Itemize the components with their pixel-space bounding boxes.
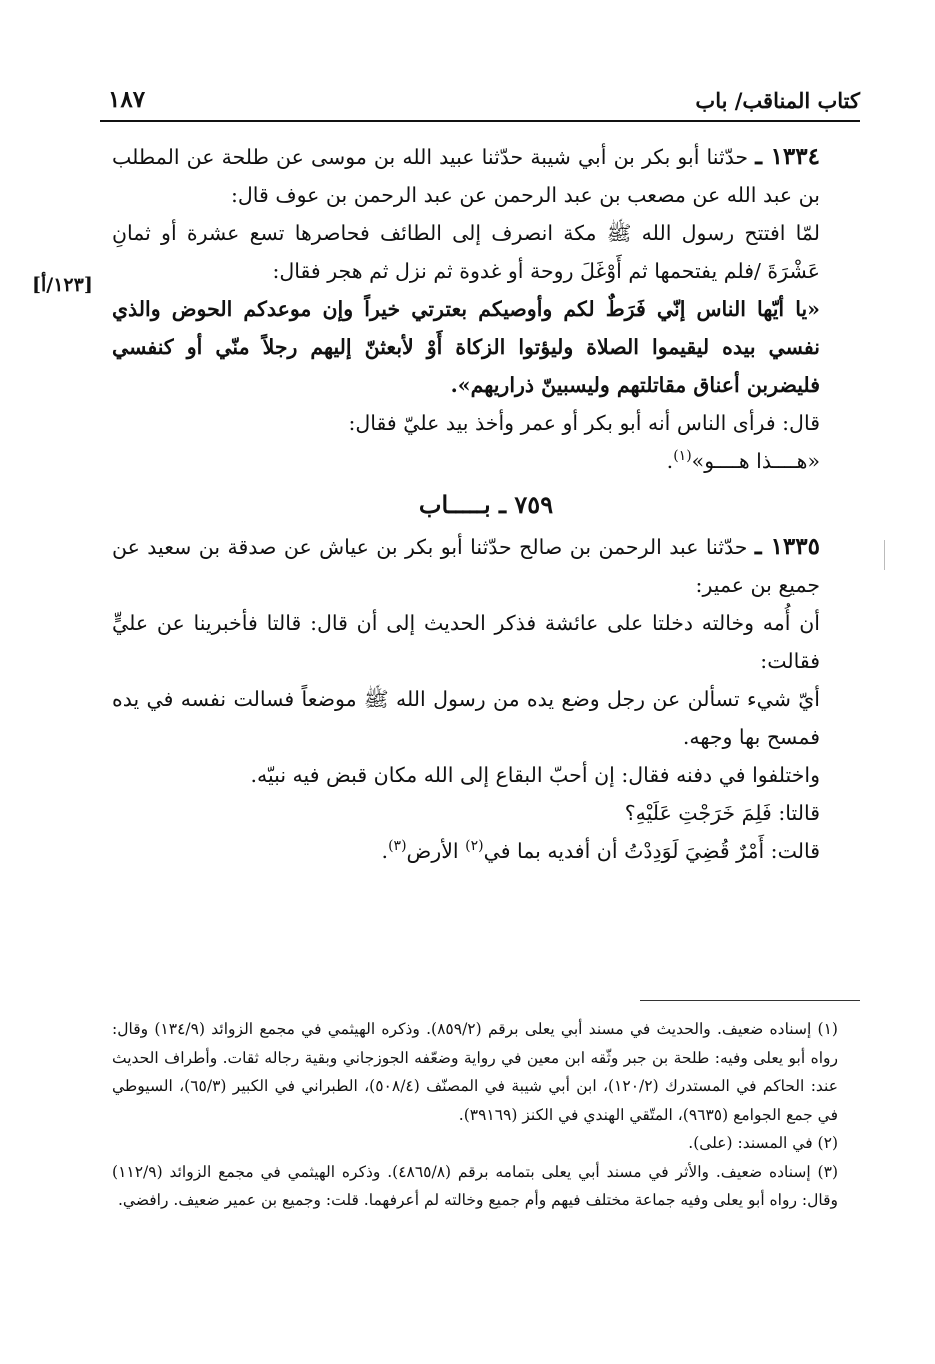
- footnote-ref: (١): [673, 448, 692, 465]
- hadith-1334-isnad: ١٣٣٤ ـ حدّثنا أبو بكر بن أبي شيبة حدّثنا عبيد الله بن موسى عن طلحة عن المطلب بن عبد الله عن مصعب بن عبد الرحمن عن عبد الرحمن بن عوف قال:: [112, 143, 820, 207]
- hadith-1335-text-4: قالتا: فَلِمَ خَرَجْتِ عَلَيْهِ؟: [624, 801, 820, 825]
- footnote-ref: (٣): [388, 838, 407, 855]
- hadith-1334-narration: قال: فرأى الناس أنه أبو بكر أو عمر وأخذ بيد عليّ فقال:: [348, 411, 820, 435]
- hadith-1334-quote: «يا أيّها الناس إنّي فَرَطٌ لكم وأوصيكم بعترتي خيراً وإن موعدكم الحوض والذي نفسي بيده ليقيموا الصلاة وليؤتوا الزكاة أَوْ لأبعثنّ إليهم رجلاً منّي أو كنفسي فليضربن أعناق مقاتلتهم وليسبينّ ذراريهم».: [112, 297, 820, 397]
- main-text: [112, 138, 860, 870]
- manuscript-folio-marker: [١٢٣/أ]: [32, 274, 93, 296]
- hadith-1335-isnad: ١٣٣٥ ـ حدّثنا عبد الرحمن بن صالح حدّثنا أبو بكر بن عياش عن صدقة بن سعيد عن جميع بن عمير:: [112, 533, 820, 597]
- hadith-number: ١٣٣٤ ـ: [755, 143, 820, 170]
- hadith-number: ١٣٣٥ ـ: [754, 533, 820, 560]
- margin-rule: [884, 540, 885, 570]
- footnote-1: (١) إسناده ضعيف. والحديث في مسند أبي يعلى برقم (٨٥٩/٢). وذكره الهيثمي في مجمع الزوائد (١٣٤/٩) وقال: رواه أبو يعلى وفيه: طلحة بن جبر وثّقه ابن معين في رواية وضعّفه الجوزجاني وبقية رجاله ثقات. وأطراف الحديث عند: الحاكم في المستدرك (١٢٠/٢)، ابن أبي شيبة في المصنّف (٥٠٨/٤)، الطبراني في الكبير (٦٥/٣)، السيوطي في جمع الجوامع (٩٦٣٥)، المتّقي الهندي في الكنز (٣٩١٦٩).: [112, 1020, 838, 1124]
- footnote-3: (٣) إسناده ضعيف. والأثر في مسند أبي يعلى بتمامه برقم (٤٨٦٥/٨). وذكره الهيثمي في مجمع الزوائد (١١٢/٩) وقال: رواه أبو يعلى وفيه جماعة مختلف فيهم وأم جميع وخالته لم أعرفهما. قلت: وجميع بن عمير ضعيف. رافضي.: [112, 1162, 838, 1209]
- footnote-ref: (٢): [465, 838, 484, 855]
- hadith-1334-quote-2: «هــــذا هــــو»$^{(١)}$.: [666, 448, 820, 473]
- footnote-divider: [640, 1000, 860, 1001]
- hadith-1335-text-2: أيّ شيء تسألن عن رجل وضع يده من رسول الله ﷺ موضعاً فسالت نفسه في يده فمسح بها وجهه.: [112, 687, 820, 749]
- hadith-1335-text: أن أُمه وخالته دخلتا على عائشة فذكر الحديث إلى أن قال: قالتا فأخبرينا عن عليٍّ فقالت:: [112, 611, 820, 673]
- hadith-1335-text-3: واختلفوا في دفنه فقال: إن أحبّ البقاع إلى الله مكان قبض فيه نبيّه.: [250, 763, 820, 787]
- section-heading: ٧٥٩ ـ بـــــاب: [418, 490, 554, 519]
- footnotes: [112, 1015, 860, 1215]
- footnote-2: (٢) في المسند: (على).: [688, 1134, 838, 1152]
- hadith-1334-text: لمّا افتتح رسول الله ﷺ مكة انصرف إلى الطائف فحاصرها تسع عشرة أو ثمانِ عَشْرَةَ /فلم يفتحمها ثم أَوْغَلَ روحة أو غدوة ثم نزل ثم هجر فقال:: [112, 221, 820, 283]
- running-title: كتاب المناقب/ باب: [695, 88, 860, 113]
- page-header: [100, 84, 860, 122]
- hadith-1335-text-5: قالت: أَمْرٌ قُضِيَ لَوَدِدْتُ أن أفديه بما في$^{(٢)}$ الأرض$^{(٣)}$.: [381, 838, 820, 863]
- page-number: ١٨٧: [108, 86, 146, 113]
